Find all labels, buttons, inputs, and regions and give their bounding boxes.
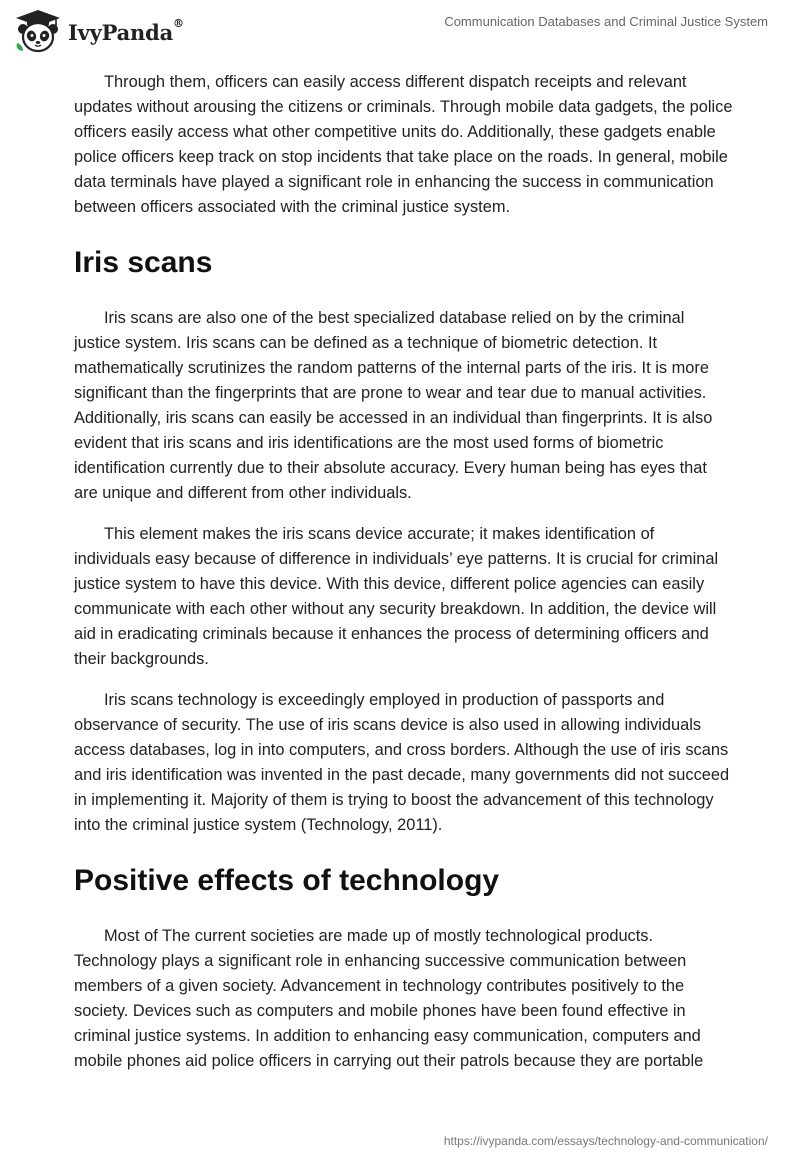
page-header [0,0,800,60]
logo-text: IvyPanda® [68,16,184,45]
panda-graduate-icon [14,9,62,53]
paragraph: Through them, officers can easily access different dispatch receipts and relevant updates without arousing the citizens or criminals. Through mobile data gadgets, the police officers easily access what other competitive units do. Additionally, these gadgets enable police officers keep track on stop incidents that take place on the roads. In general, mobile data terminals have played a significant role in enhancing the success in communication between officers associated with the criminal justice system. [74,73,733,216]
section-heading-iris-scans: Iris scans [74,246,213,279]
source-url[interactable]: https://ivypanda.com/essays/technology-and-communication/ [443,1134,768,1148]
essay-body [74,70,734,1090]
paragraph: This element makes the iris scans device accurate; it makes identification of individuals easy because of difference in individuals’ eye patterns. It is crucial for criminal justice system to have this device. With this device, different police agencies can easily communicate with each other without any security breakdown. In addition, the device will aid in eradicating criminals because it enhances the process of determining officers and their backgrounds. [74,525,719,668]
paragraph: Iris scans are also one of the best specialized database relied on by the criminal justice system. Iris scans can be defined as a technique of biometric detection. It mathematically scrutinizes the random patterns of the internal parts of the iris. It is more significant than the fingerprints that are prone to wear and tear due to manual activities. Additionally, iris scans can easily be accessed in an individual than fingerprints. It is also evident that iris scans and iris identifications are the most used forms of biometric identification currently due to their absolute accuracy. Every human being has eyes that are unique and different from other individuals. [74,309,713,502]
document-title: Communication Databases and Criminal Justice System [444,14,768,29]
paragraph: Most of The current societies are made up of mostly technological products. Technology plays a significant role in enhancing successive communication between members of a given society. Advancement in technology contributes positively to the society. Devices such as computers and mobile phones have been found effective in criminal justice systems. In addition to enhancing easy communication, computers and mobile phones aid police officers in carrying out their patrols because they are portable [74,927,704,1070]
paragraph: Iris scans technology is exceedingly employed in production of passports and observance of security. The use of iris scans device is also used in allowing individuals access databases, log in into computers, and cross borders. Although the use of iris scans and iris identification was invented in the past decade, many governments did not succeed in implementing it. Majority of them is trying to boost the advancement of this technology into the criminal justice system (Technology, 2011). [74,691,730,834]
section-heading-positive-effects: Positive effects of technology [74,864,500,897]
ivypanda-logo[interactable] [14,9,184,53]
